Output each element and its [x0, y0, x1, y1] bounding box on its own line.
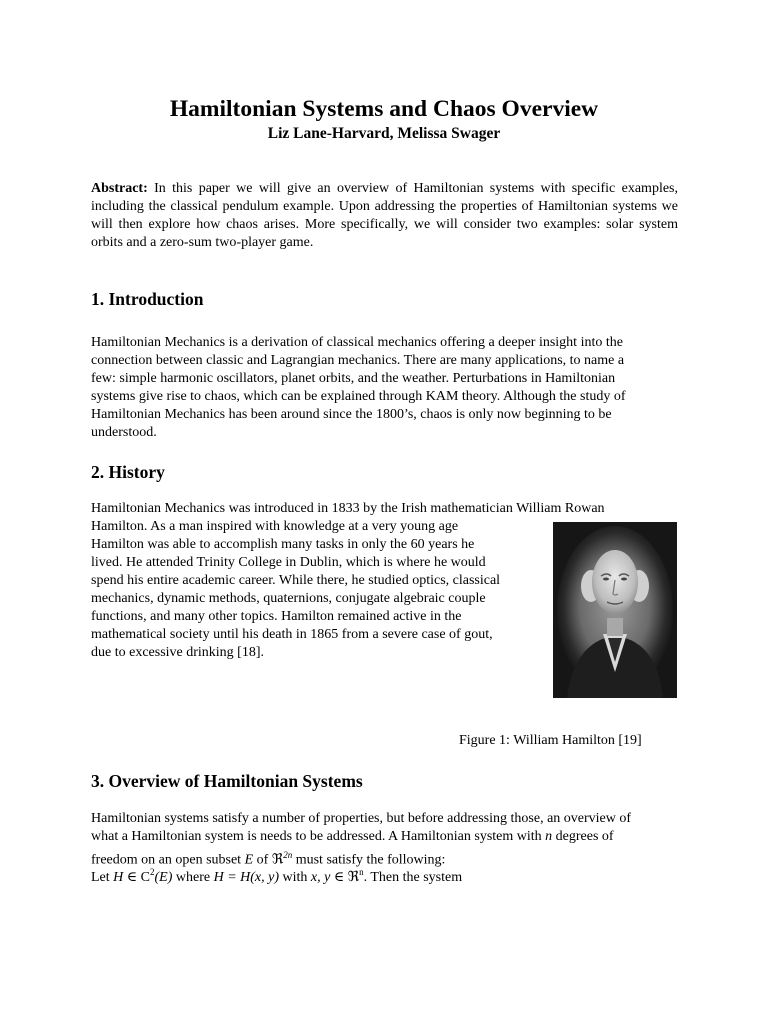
math-text: . Then the system [363, 870, 463, 885]
math-var-xy: x, y [310, 870, 331, 885]
exponent-2n [283, 850, 292, 860]
abstract [91, 180, 678, 252]
hamilton-portrait-image [553, 522, 677, 698]
introduction-line: Hamiltonian Mechanics is a derivation of classical mechanics offering a deeper insight into the [91, 335, 623, 350]
history-line: Hamilton. As a man inspired with knowledge at a very young age [91, 519, 459, 534]
history-line: Hamilton was able to accomplish many tasks in only the 60 years he [91, 537, 475, 552]
introduction-line: connection between classic and Lagrangian mechanics. There are many applications, to name a [91, 353, 625, 368]
exponent-text: 2n [283, 850, 293, 860]
abstract-label: Abstract: [91, 181, 148, 196]
math-exponent: n [359, 867, 364, 877]
math-text: with [279, 870, 311, 885]
real-numbers-symbol: ℜ [271, 852, 284, 868]
math-text: (E) [154, 870, 173, 885]
introduction-line: few: simple harmonic oscillators, planet orbits, and the weather. Perturbations in Hamiltonian [91, 371, 616, 386]
math-statement [91, 867, 691, 889]
math-text: = H(x, y) [223, 870, 280, 885]
history-line: functions, and many other topics. Hamilton remained active in the [91, 609, 462, 624]
variable-n: n [545, 829, 553, 844]
section-heading-overview: 3. Overview of Hamiltonian Systems [91, 771, 363, 791]
variable-e: E [244, 852, 254, 868]
overview-line: Hamiltonian systems satisfy a number of properties, but before addressing those, an overview of [91, 811, 632, 826]
overview-text: what a Hamiltonian system is needs to be addressed. A Hamiltonian system with [91, 829, 546, 844]
math-var-h: H [113, 870, 124, 885]
math-text: ∈ ℜ [330, 870, 360, 885]
overview-text: freedom on an open subset [91, 852, 245, 868]
history-paragraph [91, 518, 541, 662]
math-var-h: H [213, 870, 224, 885]
math-exponent: 2 [149, 867, 155, 877]
history-line: mathematical society until his death in 1865 from a severe case of gout, [91, 627, 493, 642]
history-line: Hamiltonian Mechanics was introduced in 1833 by the Irish mathematician William Rowan [91, 501, 605, 516]
introduction-paragraph [91, 334, 691, 442]
paper-authors: Liz Lane-Harvard, Melissa Swager [267, 125, 501, 142]
history-line: mechanics, dynamic methods, quaternions, conjugate algebraic couple [91, 591, 486, 606]
overview-text: must satisfy the following: [292, 852, 446, 868]
introduction-line: understood. [91, 425, 157, 440]
math-text: Let [91, 870, 114, 885]
introduction-line: Hamiltonian Mechanics has been around since the 1800’s, chaos is only now beginning to be [91, 407, 612, 422]
math-text: ∈ C [123, 870, 150, 885]
figure-caption: Figure 1: William Hamilton [19] [459, 733, 642, 748]
paper-title: Hamiltonian Systems and Chaos Overview [169, 96, 599, 122]
overview-paragraph [91, 810, 691, 870]
history-line: due to excessive drinking [18]. [91, 645, 265, 660]
portrait-illustration [553, 522, 677, 698]
history-line: spend his entire academic career. While there, he studied optics, classical [91, 573, 501, 588]
overview-line [91, 828, 691, 846]
math-text: where [172, 870, 214, 885]
overview-text: of [253, 852, 272, 868]
abstract-text: In this paper we will give an overview of Hamiltonian systems with specific examples, including the classical pendulum example. Upon addressing the properties of Hamiltonian systems we will then explore how chaos arises. More specifically, we will consider two examples: solar system orbits and a zero-sum two-player game. [91, 181, 678, 250]
section-heading-introduction: 1. Introduction [91, 289, 204, 309]
history-line: lived. He attended Trinity College in Dublin, which is where he would [91, 555, 486, 570]
overview-text: degrees of [552, 829, 614, 844]
section-heading-history: 2. History [91, 462, 165, 482]
introduction-line: systems give rise to chaos, which can be explained through KAM theory. Although the study of [91, 389, 626, 404]
